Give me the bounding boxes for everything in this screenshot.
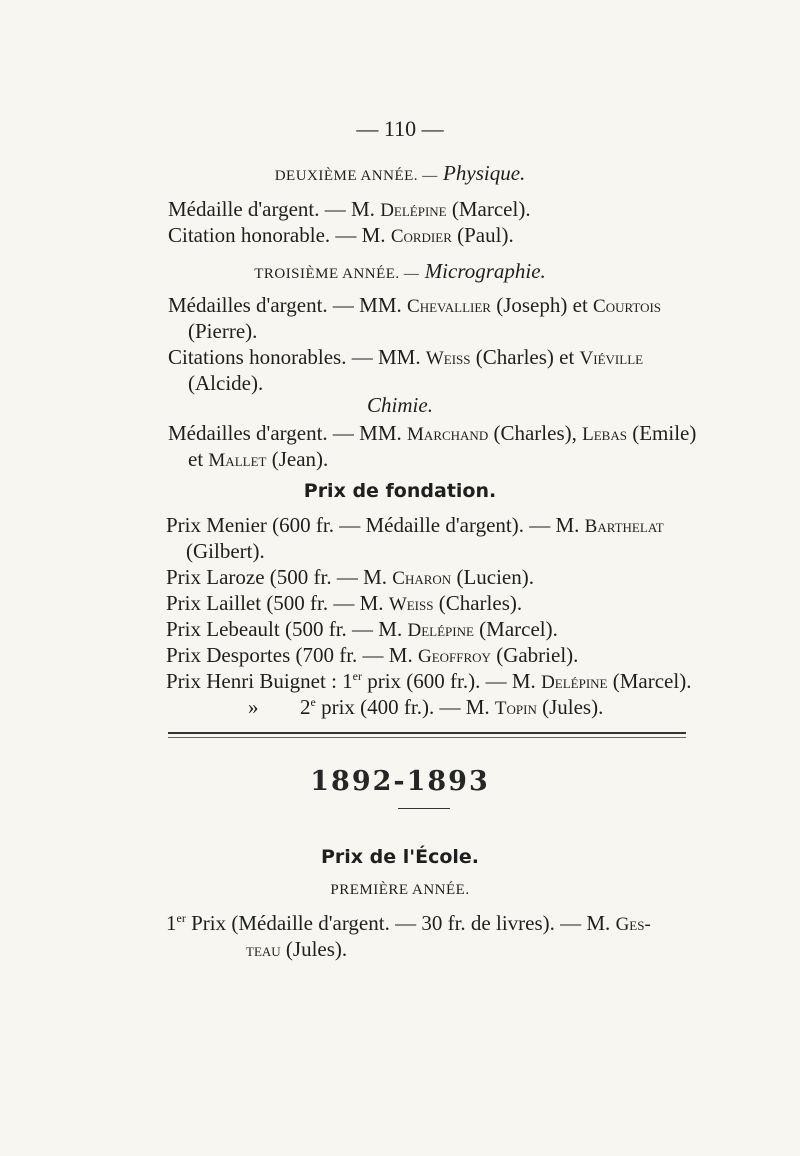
recipient-firstname: (Lucien). [451, 565, 534, 589]
prize-text: prix (400 fr.). — M. [315, 695, 495, 719]
recipient-name: Lebas [582, 424, 627, 445]
recipient-firstname: (Jules). [280, 937, 348, 961]
subject-label: Micrographie. [424, 259, 546, 283]
award-text: Médailles d'argent. — MM. [168, 421, 408, 445]
recipient-name: Marchand [407, 424, 489, 445]
prize-text: Prix Henri Buignet : 1 [166, 669, 353, 693]
year-label: DEUXIÈME ANNÉE. — [274, 168, 438, 184]
award-text: Citations honorables. — MM. [168, 345, 426, 369]
recipient-name: Mallet [208, 450, 267, 471]
award-line-continued: (Pierre). [188, 319, 258, 343]
award-line [168, 344, 643, 372]
year-label: PREMIÈRE ANNÉE. [330, 882, 470, 898]
recipient-name: Viéville [579, 348, 644, 369]
prize-text: Prix (Médaille d'argent. — 30 fr. de livres). — M. [185, 911, 616, 935]
ordinal-suffix: er [176, 911, 186, 925]
award-line [168, 222, 514, 250]
section-divider [168, 737, 686, 738]
recipient-firstname: (Jean). [266, 447, 329, 471]
recipient-name: Geoffroy [417, 646, 491, 667]
award-text: Citation honorable. — M. [168, 223, 391, 247]
short-divider [398, 808, 450, 809]
prize-line [166, 564, 534, 592]
prize-text: Prix Laillet (500 fr. — M. [166, 591, 389, 615]
prize-line [166, 668, 691, 696]
heading-prix-de-l-ecole: Prix de l'École. [320, 846, 480, 868]
prize-text: Prix Lebeault (500 fr. — M. [166, 617, 408, 641]
recipient-name: Delépine [407, 620, 474, 641]
award-text: Médailles d'argent. — MM. [168, 293, 408, 317]
recipient-name: Barthelat [584, 516, 664, 537]
heading-prix-de-fondation: Prix de fondation. [303, 480, 497, 502]
award-text: et [188, 447, 209, 471]
recipient-firstname: (Marcel). [473, 617, 558, 641]
recipient-name: Chevallier [407, 296, 491, 317]
year-heading: 1892-1893 [310, 766, 490, 797]
recipient-name: Delépine [380, 200, 447, 221]
recipient-name: Ges- [615, 914, 651, 935]
recipient-name: Delépine [541, 672, 608, 693]
ditto-mark: » [248, 695, 259, 719]
award-text: (Joseph) et [490, 293, 594, 317]
prize-text: Prix Laroze (500 fr. — M. [166, 565, 393, 589]
recipient-name: Topin [494, 698, 537, 719]
recipient-firstname: (Jules). [536, 695, 604, 719]
page-number: — 110 — [356, 116, 444, 141]
recipient-name: Charon [392, 568, 452, 589]
section-divider [168, 732, 686, 734]
recipient-name: Weiss [425, 348, 471, 369]
ordinal-suffix: er [352, 669, 362, 683]
recipient-firstname: (Emile) [626, 421, 697, 445]
recipient-firstname: (Marcel). [446, 197, 531, 221]
prize-line [166, 512, 664, 540]
prize-line-continued [246, 936, 347, 964]
prize-line [166, 616, 558, 644]
recipient-name: Weiss [388, 594, 434, 615]
prize-text: Prix Menier (600 fr. — Médaille d'argent). — M. [166, 513, 585, 537]
section-heading-micrographie [0, 258, 800, 287]
subject-label: Physique. [443, 161, 526, 185]
recipient-name: Courtois [593, 296, 662, 317]
section-heading-chimie: Chimie. [367, 393, 433, 417]
award-line-continued [188, 446, 328, 474]
year-label: TROISIÈME ANNÉE. — [254, 266, 420, 282]
recipient-name: teau [246, 940, 281, 961]
prize-line [166, 910, 651, 938]
recipient-firstname: (Paul). [451, 223, 514, 247]
prize-line [166, 590, 522, 618]
recipient-firstname: (Charles). [433, 591, 523, 615]
award-line [168, 420, 696, 448]
prize-line [300, 694, 603, 722]
award-text: (Charles), [488, 421, 583, 445]
recipient-firstname: (Gabriel). [490, 643, 579, 667]
recipient-firstname: (Marcel). [607, 669, 692, 693]
prize-text: Prix Desportes (700 fr. — M. [166, 643, 418, 667]
award-line [168, 292, 661, 320]
award-line-continued: (Alcide). [188, 371, 264, 395]
prize-line-continued: (Gilbert). [186, 539, 265, 563]
prize-text: prix (600 fr.). — M. [361, 669, 542, 693]
recipient-name: Cordier [390, 226, 452, 247]
prize-text: 1 [166, 911, 177, 935]
award-text: (Charles) et [470, 345, 580, 369]
prize-line [166, 642, 578, 670]
award-line [168, 196, 531, 224]
section-heading-physique [0, 160, 800, 189]
ordinal-suffix: e [310, 695, 316, 709]
award-text: Médaille d'argent. — M. [168, 197, 381, 221]
prize-text: 2 [300, 695, 311, 719]
